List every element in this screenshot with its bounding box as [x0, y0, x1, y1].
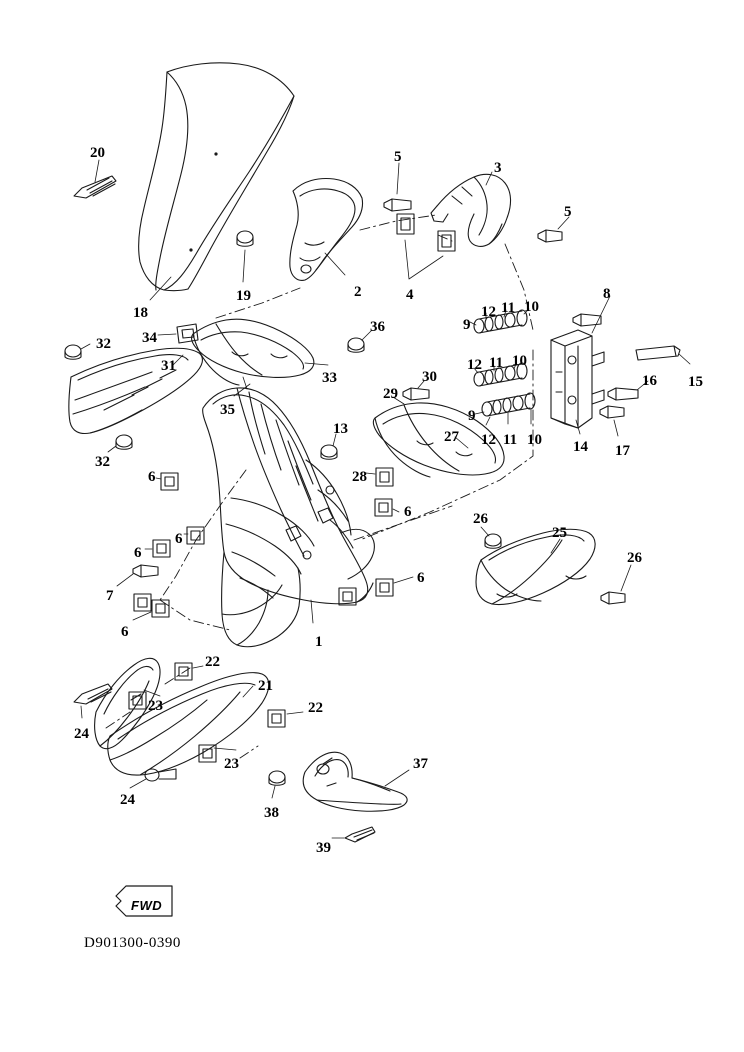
part-screw-20 [74, 176, 116, 198]
part-clip-6a [161, 473, 178, 490]
callout-number-22: 22 [308, 700, 323, 716]
callout-number-26: 26 [473, 511, 488, 527]
callout-number-28: 28 [352, 469, 367, 485]
part-panel-21 [108, 673, 269, 775]
part-screw-24-bottom [145, 769, 176, 781]
part-bolt-5-left [384, 199, 411, 211]
callout-number-6: 6 [417, 570, 425, 586]
callout-number-9: 9 [468, 408, 476, 424]
part-bolt-7 [133, 565, 158, 577]
callout-number-14: 14 [573, 439, 588, 455]
part-bolt-17 [600, 406, 624, 418]
callout-number-21: 21 [258, 678, 273, 694]
callout-number-6: 6 [175, 531, 183, 547]
part-bolt-30 [403, 388, 429, 400]
part-bolt-26-right [601, 592, 625, 604]
part-stay-2 [290, 179, 363, 281]
diagram-code: D901300-0390 [84, 935, 181, 951]
callout-number-1: 1 [315, 634, 323, 650]
part-grommet-19 [237, 231, 253, 246]
callout-number-11: 11 [501, 300, 516, 316]
callout-number-29: 29 [383, 386, 398, 402]
callout-number-12: 12 [481, 432, 496, 448]
part-clip-22a [175, 663, 192, 680]
callout-number-25: 25 [552, 525, 567, 541]
callout-number-5: 5 [564, 204, 572, 220]
part-bracket-3 [431, 174, 511, 246]
callout-number-12: 12 [467, 357, 482, 373]
callout-number-33: 33 [322, 370, 337, 386]
part-bolt-16 [608, 388, 638, 400]
part-clip-23a [129, 692, 146, 709]
part-grommet-32-top [65, 345, 81, 359]
part-fastener-stack-bottom [482, 393, 535, 416]
part-cowling-1 [203, 388, 375, 647]
callout-number-19: 19 [236, 288, 251, 304]
callout-number-24: 24 [120, 792, 135, 808]
callout-number-32: 32 [96, 336, 111, 352]
callout-number-6: 6 [404, 504, 412, 520]
callout-number-3: 3 [494, 160, 502, 176]
part-clip-6e [134, 594, 151, 611]
part-panel-25 [476, 529, 595, 604]
callout-number-16: 16 [642, 373, 657, 389]
callout-number-2: 2 [354, 284, 362, 300]
callout-number-10: 10 [512, 353, 527, 369]
callout-number-18: 18 [133, 305, 148, 321]
part-windshield-18 [139, 63, 294, 291]
callout-number-6: 6 [148, 469, 156, 485]
callout-number-9: 9 [463, 317, 471, 333]
callout-number-35: 35 [220, 402, 235, 418]
part-bracket-14 [551, 330, 604, 428]
callout-number-12: 12 [481, 304, 496, 320]
callout-number-22: 22 [205, 654, 220, 670]
callout-number-36: 36 [370, 319, 385, 335]
part-grommet-13 [321, 445, 337, 459]
callout-number-38: 38 [264, 805, 279, 821]
callout-number-26: 26 [627, 550, 642, 566]
fwd-label-text: FWD [131, 898, 163, 913]
callout-number-6: 6 [134, 545, 142, 561]
part-clip-6c [153, 540, 170, 557]
part-clip-4b [438, 231, 455, 251]
part-screw-24-top [74, 684, 112, 704]
part-screw-39 [345, 827, 375, 842]
part-clip-6f [375, 499, 392, 516]
callout-number-5: 5 [394, 149, 402, 165]
part-grommet-26-left [485, 534, 501, 548]
part-clip-28 [376, 468, 393, 486]
part-grommet-38 [269, 771, 285, 785]
part-rod-15 [636, 346, 680, 360]
part-grommet-32-bottom [116, 435, 132, 449]
callout-number-24: 24 [74, 726, 89, 742]
callout-number-37: 37 [413, 756, 428, 772]
part-clip-6g [376, 579, 393, 596]
callout-number-32: 32 [95, 454, 110, 470]
part-clip-22b [268, 710, 285, 727]
callout-number-13: 13 [333, 421, 348, 437]
callout-number-30: 30 [422, 369, 437, 385]
part-grommet-36 [348, 338, 364, 352]
part-panel-33 [192, 319, 314, 385]
part-panel-31 [69, 348, 203, 433]
callout-number-34: 34 [142, 330, 157, 346]
callout-number-10: 10 [524, 299, 539, 315]
callout-number-6: 6 [121, 624, 129, 640]
callout-number-17: 17 [615, 443, 630, 459]
part-bolt-8 [573, 314, 601, 326]
part-bolt-5-right [538, 230, 562, 242]
callout-number-20: 20 [90, 145, 105, 161]
callout-number-11: 11 [489, 355, 504, 371]
callout-number-39: 39 [316, 840, 331, 856]
callout-number-23: 23 [148, 698, 163, 714]
callout-number-31: 31 [161, 358, 176, 374]
callout-number-8: 8 [603, 286, 611, 302]
callout-number-15: 15 [688, 374, 703, 390]
callout-number-27: 27 [444, 429, 459, 445]
part-clip-6d [152, 600, 169, 617]
callout-number-23: 23 [224, 756, 239, 772]
callout-number-10: 10 [527, 432, 542, 448]
callout-number-4: 4 [406, 287, 414, 303]
callout-number-11: 11 [503, 432, 518, 448]
callout-number-7: 7 [106, 588, 114, 604]
part-clip-4a [397, 214, 414, 234]
